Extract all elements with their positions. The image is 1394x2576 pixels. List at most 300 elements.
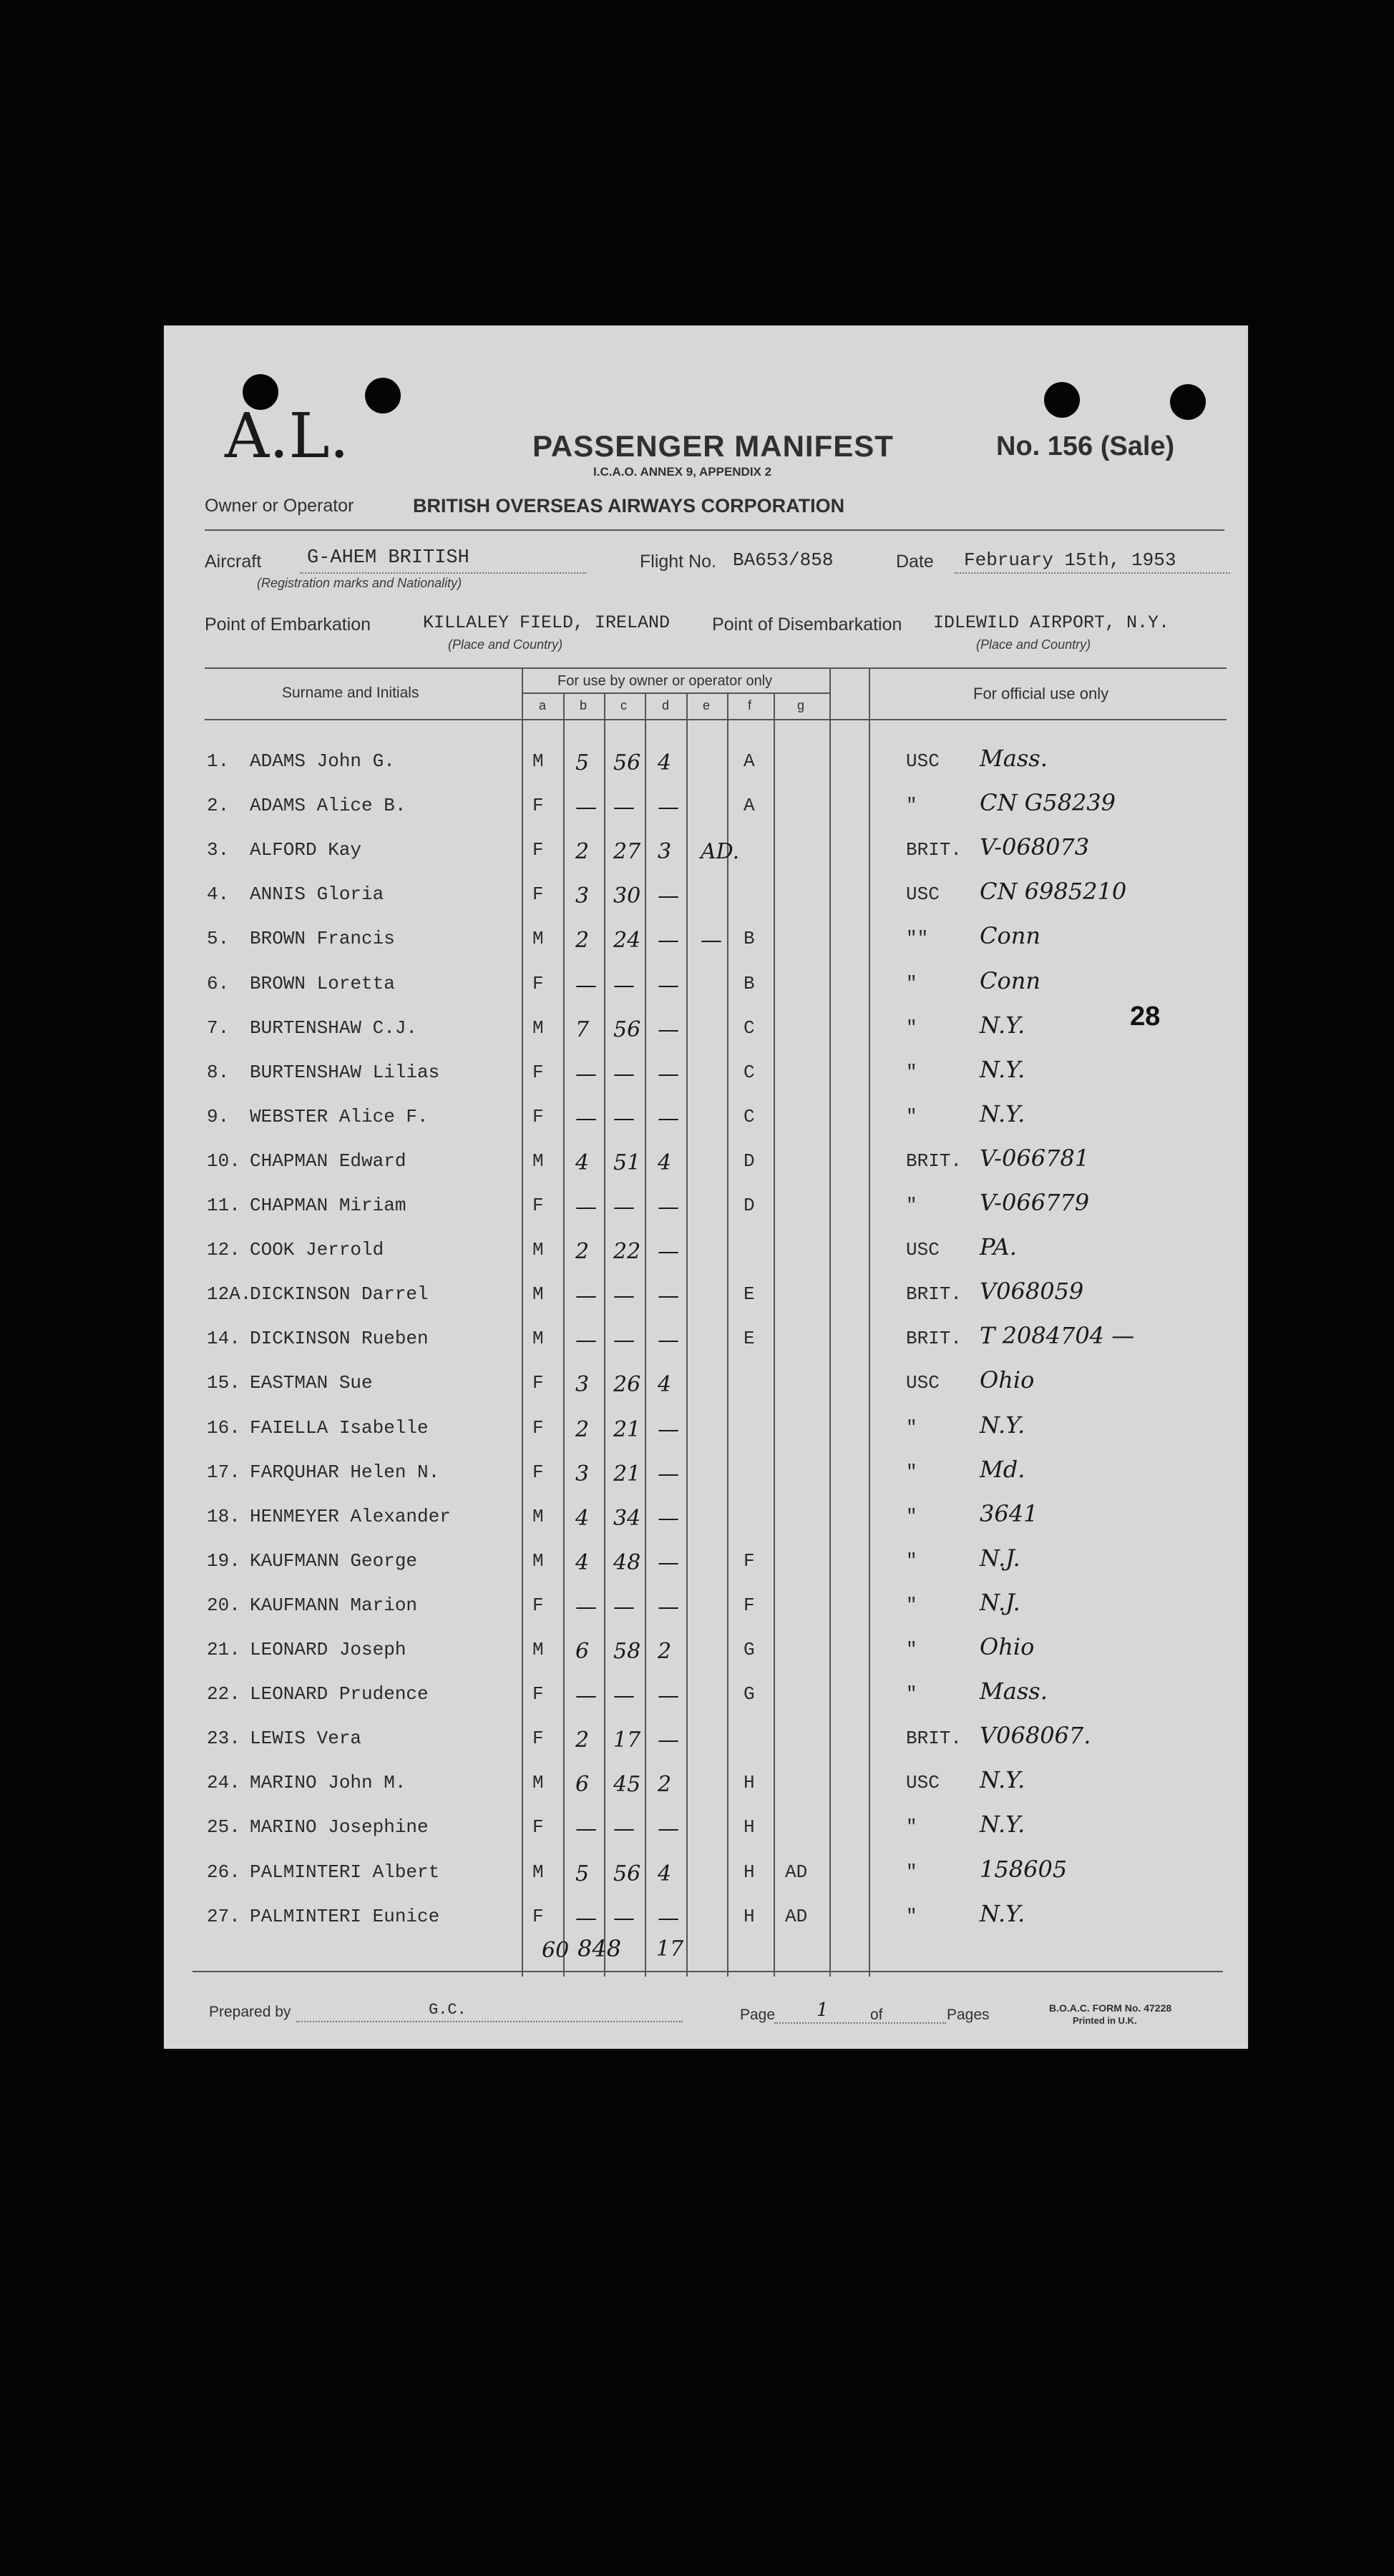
- row-d: 2: [658, 1772, 672, 1798]
- header-bottom-rule: [205, 719, 1227, 720]
- aircraft-dotline: [300, 572, 586, 574]
- row-a: F: [532, 883, 544, 906]
- row-official: BRIT.: [906, 1328, 962, 1350]
- row-d: —: [658, 1283, 679, 1309]
- row-note: CN 6985210: [980, 878, 1127, 906]
- owner-use-header: For use by owner or operator only: [557, 673, 773, 689]
- row-name: DICKINSON Rueben: [250, 1328, 429, 1350]
- table-row: [164, 1007, 1248, 1052]
- row-official: BRIT.: [906, 1283, 962, 1306]
- row-note: N.Y.: [980, 1011, 1025, 1039]
- table-row: [164, 829, 1248, 873]
- totals-rule: [192, 1971, 1223, 1972]
- row-a: F: [532, 1683, 544, 1705]
- row-c: —: [613, 1283, 635, 1309]
- row-b: 5: [575, 750, 590, 775]
- row-b: —: [575, 972, 597, 998]
- row-official: ": [906, 795, 917, 817]
- row-b: 5: [575, 1861, 590, 1886]
- row-official: ": [906, 972, 917, 994]
- row-num: 9.: [207, 1105, 230, 1127]
- row-num: 17.: [207, 1461, 240, 1483]
- row-a: M: [532, 1150, 544, 1172]
- row-d: 2: [658, 1639, 672, 1664]
- row-c: 26: [613, 1372, 641, 1398]
- row-num: 3.: [207, 839, 230, 861]
- row-a: F: [532, 1728, 544, 1750]
- row-d: —: [658, 928, 679, 954]
- row-d: —: [658, 1683, 679, 1709]
- row-c: 21: [613, 1416, 641, 1442]
- row-b: 2: [575, 928, 590, 954]
- name-column-header: Surname and Initials: [282, 685, 419, 701]
- row-a: F: [532, 1416, 544, 1439]
- row-c: —: [613, 795, 635, 821]
- row-b: —: [575, 1683, 597, 1709]
- row-a: M: [532, 1505, 544, 1527]
- embarkation-value: KILLALEY FIELD, IRELAND: [423, 612, 671, 633]
- row-note: Conn: [980, 966, 1040, 994]
- row-c: 21: [613, 1461, 641, 1487]
- row-c: —: [613, 1683, 635, 1709]
- row-name: LEWIS Vera: [250, 1728, 362, 1750]
- row-d: —: [658, 1328, 679, 1353]
- row-b: —: [575, 1105, 597, 1131]
- table-row: [164, 1496, 1248, 1540]
- row-a: M: [532, 1017, 544, 1039]
- col-c-header: c: [620, 698, 627, 712]
- embarkation-rule: [205, 667, 1227, 669]
- corner-initials: A.L.: [225, 401, 349, 472]
- date-dotline: [955, 572, 1230, 574]
- prepared-dotline: [296, 2021, 683, 2022]
- row-f: H: [744, 1772, 755, 1794]
- row-official: BRIT.: [906, 1150, 962, 1172]
- row-a: M: [532, 1239, 544, 1261]
- table-row: [164, 1185, 1248, 1229]
- row-b: 3: [575, 1461, 590, 1487]
- row-b: 4: [575, 1150, 590, 1175]
- row-official: "": [906, 928, 929, 950]
- row-a: F: [532, 1061, 544, 1083]
- row-num: 24.: [207, 1772, 240, 1794]
- row-name: CHAPMAN Edward: [250, 1150, 406, 1172]
- row-f: F: [744, 1549, 755, 1572]
- margin-note: 28: [1130, 1001, 1161, 1032]
- col-f-header: f: [748, 698, 752, 712]
- table-row: [164, 1229, 1248, 1273]
- table-row: [164, 918, 1248, 962]
- row-b: 6: [575, 1772, 590, 1798]
- row-c: —: [613, 1105, 635, 1131]
- row-official: ": [906, 1017, 917, 1039]
- row-note: V-066781: [980, 1144, 1090, 1172]
- row-c: —: [613, 1061, 635, 1087]
- row-c: —: [613, 1195, 635, 1220]
- owner-value: BRITISH OVERSEAS AIRWAYS CORPORATION: [413, 495, 845, 516]
- row-b: 3: [575, 883, 590, 909]
- row-num: 25.: [207, 1816, 240, 1838]
- row-num: 23.: [207, 1728, 240, 1750]
- row-official: USC: [906, 1372, 940, 1394]
- row-num: 5.: [207, 928, 230, 950]
- table-row: [164, 1806, 1248, 1851]
- subheader-rule: [522, 692, 829, 694]
- col-g-header: g: [797, 698, 805, 712]
- row-note: Ohio: [980, 1366, 1035, 1394]
- row-name: FARQUHAR Helen N.: [250, 1461, 440, 1483]
- row-g: AD: [785, 1905, 808, 1927]
- row-b: —: [575, 1061, 597, 1087]
- flight-value: BA653/858: [733, 549, 834, 571]
- aircraft-sub: (Registration marks and Nationality): [257, 576, 462, 590]
- row-num: 8.: [207, 1061, 230, 1083]
- row-num: 19.: [207, 1549, 240, 1572]
- row-official: USC: [906, 750, 940, 772]
- row-f: G: [744, 1683, 755, 1705]
- row-num: 20.: [207, 1594, 240, 1616]
- row-c: 30: [613, 883, 641, 909]
- row-d: —: [658, 1416, 679, 1442]
- row-name: BROWN Francis: [250, 928, 395, 950]
- row-name: ANNIS Gloria: [250, 883, 384, 906]
- date-label: Date: [896, 552, 934, 572]
- row-c: —: [613, 1905, 635, 1931]
- row-note: N.Y.: [980, 1766, 1025, 1794]
- row-d: —: [658, 1017, 679, 1042]
- row-note: Mass.: [980, 745, 1048, 772]
- row-a: F: [532, 1372, 544, 1394]
- row-d: —: [658, 1549, 679, 1575]
- total-b: 60: [542, 1938, 570, 1963]
- row-note: CN G58239: [980, 789, 1116, 817]
- row-official: ": [906, 1683, 917, 1705]
- row-note: PA.: [980, 1233, 1017, 1261]
- row-f: F: [744, 1594, 755, 1616]
- row-b: —: [575, 1816, 597, 1842]
- table-row: [164, 1362, 1248, 1406]
- table-row: [164, 1540, 1248, 1585]
- row-c: —: [613, 1816, 635, 1842]
- col-e-header: e: [703, 698, 711, 712]
- row-note: Conn: [980, 922, 1040, 950]
- row-official: ": [906, 1505, 917, 1527]
- manifest-number: No. 156 (Sale): [996, 431, 1175, 461]
- row-official: BRIT.: [906, 839, 962, 861]
- row-name: BROWN Loretta: [250, 972, 395, 994]
- row-f: D: [744, 1195, 755, 1216]
- row-b: 2: [575, 1239, 590, 1265]
- row-b: —: [575, 1594, 597, 1620]
- row-f: G: [744, 1639, 755, 1660]
- table-row: [164, 1629, 1248, 1673]
- row-f: B: [744, 972, 755, 994]
- row-name: KAUFMANN George: [250, 1549, 418, 1572]
- row-f: H: [744, 1905, 755, 1927]
- row-note: T 2084704 —: [980, 1322, 1135, 1350]
- row-num: 21.: [207, 1639, 240, 1660]
- row-name: CHAPMAN Miriam: [250, 1195, 406, 1216]
- row-official: USC: [906, 1239, 940, 1261]
- table-row: [164, 1140, 1248, 1185]
- table-row: [164, 1318, 1248, 1362]
- row-f: C: [744, 1105, 755, 1127]
- row-name: WEBSTER Alice F.: [250, 1105, 429, 1127]
- row-c: 58: [613, 1639, 641, 1664]
- row-c: 56: [613, 1861, 641, 1886]
- table-row: [164, 1673, 1248, 1718]
- table-row: [164, 963, 1248, 1007]
- owner-label: Owner or Operator: [205, 496, 354, 516]
- row-b: 7: [575, 1017, 590, 1042]
- row-f: A: [744, 795, 755, 817]
- row-a: M: [532, 1639, 544, 1660]
- row-d: 4: [658, 1372, 672, 1398]
- row-b: —: [575, 795, 597, 821]
- row-num: 7.: [207, 1017, 230, 1039]
- aircraft-value: G-AHEM BRITISH: [307, 547, 469, 569]
- row-note: Ohio: [980, 1633, 1035, 1660]
- col-d-header: d: [662, 698, 670, 712]
- row-d: 4: [658, 1861, 672, 1886]
- row-d: —: [658, 972, 679, 998]
- row-a: M: [532, 1772, 544, 1794]
- row-d: —: [658, 1061, 679, 1087]
- row-d: —: [658, 1728, 679, 1753]
- disembarkation-sub: (Place and Country): [976, 637, 1091, 652]
- row-official: ": [906, 1416, 917, 1439]
- row-official: ": [906, 1861, 917, 1883]
- row-a: M: [532, 1328, 544, 1350]
- row-d: —: [658, 1594, 679, 1620]
- col-b-header: b: [580, 698, 588, 712]
- row-num: 12.: [207, 1239, 240, 1261]
- row-c: 56: [613, 750, 641, 775]
- pages-label: Pages: [947, 2007, 990, 2023]
- table-row: [164, 1718, 1248, 1762]
- row-d: —: [658, 883, 679, 909]
- row-b: —: [575, 1195, 597, 1220]
- owner-rule: [205, 529, 1224, 531]
- row-num: 26.: [207, 1861, 240, 1883]
- row-num: 4.: [207, 883, 230, 906]
- embarkation-sub: (Place and Country): [448, 637, 563, 652]
- table-row: [164, 1096, 1248, 1140]
- row-name: MARINO John M.: [250, 1772, 406, 1794]
- punch-hole-3: [1044, 382, 1080, 418]
- form-label: B.O.A.C. FORM No. 47228: [1049, 2002, 1172, 2014]
- row-c: 24: [613, 928, 641, 954]
- row-f: E: [744, 1328, 755, 1350]
- row-f: D: [744, 1150, 755, 1172]
- row-b: —: [575, 1283, 597, 1309]
- row-f: C: [744, 1061, 755, 1083]
- row-name: HENMEYER Alexander: [250, 1505, 451, 1527]
- table-row: [164, 1407, 1248, 1451]
- date-value: February 15th, 1953: [964, 549, 1176, 571]
- row-b: 2: [575, 1416, 590, 1442]
- row-a: F: [532, 1594, 544, 1616]
- row-f: A: [744, 750, 755, 772]
- row-note: V068067.: [980, 1722, 1091, 1750]
- col-a-header: a: [539, 698, 547, 712]
- row-b: 4: [575, 1549, 590, 1575]
- row-name: PALMINTERI Albert: [250, 1861, 440, 1883]
- row-note: N.J.: [980, 1544, 1020, 1572]
- row-name: KAUFMANN Marion: [250, 1594, 418, 1616]
- disembarkation-value: IDLEWILD AIRPORT, N.Y.: [933, 612, 1170, 633]
- table-row: [164, 873, 1248, 918]
- row-note: Md.: [980, 1455, 1025, 1483]
- row-official: USC: [906, 883, 940, 906]
- row-f: E: [744, 1283, 755, 1306]
- row-c: 48: [613, 1549, 641, 1575]
- row-name: PALMINTERI Eunice: [250, 1905, 440, 1927]
- row-num: 18.: [207, 1505, 240, 1527]
- row-a: F: [532, 839, 544, 861]
- row-num: 2.: [207, 795, 230, 817]
- row-official: BRIT.: [906, 1728, 962, 1750]
- row-note: N.Y.: [980, 1411, 1025, 1439]
- table-row: [164, 1585, 1248, 1629]
- row-a: F: [532, 1105, 544, 1127]
- row-a: M: [532, 750, 544, 772]
- row-note: V068059: [980, 1278, 1084, 1306]
- row-b: 2: [575, 839, 590, 865]
- row-d: —: [658, 1505, 679, 1531]
- manifest-title: PASSENGER MANIFEST: [532, 429, 894, 463]
- row-official: ": [906, 1594, 917, 1616]
- table-row: [164, 785, 1248, 829]
- row-note: 158605: [980, 1855, 1068, 1883]
- aircraft-label: Aircraft: [205, 552, 262, 572]
- row-a: F: [532, 1461, 544, 1483]
- row-note: N.Y.: [980, 1100, 1025, 1127]
- row-official: ": [906, 1905, 917, 1927]
- table-row: [164, 1896, 1248, 1940]
- prepared-label: Prepared by: [209, 2004, 291, 2020]
- row-note: N.Y.: [980, 1811, 1025, 1838]
- row-c: 34: [613, 1505, 641, 1531]
- row-b: 6: [575, 1639, 590, 1664]
- total-d: 17: [656, 1936, 684, 1962]
- row-c: —: [613, 972, 635, 998]
- page-label: Page: [740, 2007, 776, 2023]
- row-b: 3: [575, 1372, 590, 1398]
- manifest-subtitle: I.C.A.O. ANNEX 9, APPENDIX 2: [593, 465, 772, 479]
- row-num: 15.: [207, 1372, 240, 1394]
- row-f: H: [744, 1861, 755, 1883]
- row-c: 56: [613, 1017, 641, 1042]
- row-num: 10.: [207, 1150, 240, 1172]
- table-row: [164, 1851, 1248, 1896]
- row-d: —: [658, 1816, 679, 1842]
- row-a: M: [532, 928, 544, 950]
- row-official: ": [906, 1461, 917, 1483]
- row-f: H: [744, 1816, 755, 1838]
- row-d: 4: [658, 750, 672, 775]
- row-note: N.Y.: [980, 1899, 1025, 1927]
- row-e: AD.: [701, 839, 740, 865]
- row-f: B: [744, 928, 755, 950]
- row-c: 51: [613, 1150, 641, 1175]
- punch-hole-4: [1170, 384, 1206, 420]
- row-a: M: [532, 1861, 544, 1883]
- row-e: —: [701, 928, 722, 954]
- row-note: N.Y.: [980, 1055, 1025, 1083]
- row-num: 22.: [207, 1683, 240, 1705]
- row-official: USC: [906, 1772, 940, 1794]
- table-row: [164, 1451, 1248, 1496]
- row-note: 3641: [980, 1499, 1038, 1527]
- page-value: 1: [817, 1999, 829, 2021]
- flight-label: Flight No.: [640, 552, 716, 572]
- page-dotline: [774, 2022, 946, 2024]
- row-note: V-068073: [980, 833, 1090, 861]
- row-num: 14.: [207, 1328, 240, 1350]
- row-c: 22: [613, 1239, 641, 1265]
- row-name: ADAMS Alice B.: [250, 795, 406, 817]
- row-name: EASTMAN Sue: [250, 1372, 373, 1394]
- row-name: FAIELLA Isabelle: [250, 1416, 429, 1439]
- row-note: V-066779: [980, 1189, 1090, 1216]
- row-a: F: [532, 1905, 544, 1927]
- printed-label: Printed in U.K.: [1073, 2015, 1137, 2026]
- row-name: BURTENSHAW Lilias: [250, 1061, 440, 1083]
- of-label: of: [870, 2007, 883, 2023]
- table-row: [164, 1273, 1248, 1318]
- row-c: 27: [613, 839, 641, 865]
- row-b: 2: [575, 1728, 590, 1753]
- table-row: [164, 1762, 1248, 1806]
- row-name: ALFORD Kay: [250, 839, 362, 861]
- row-c: —: [613, 1594, 635, 1620]
- row-official: ": [906, 1061, 917, 1083]
- row-note: Mass.: [980, 1678, 1048, 1705]
- row-name: LEONARD Prudence: [250, 1683, 429, 1705]
- row-d: —: [658, 1195, 679, 1220]
- row-name: COOK Jerrold: [250, 1239, 384, 1261]
- row-num: 16.: [207, 1416, 240, 1439]
- row-f: C: [744, 1017, 755, 1039]
- row-a: F: [532, 795, 544, 817]
- row-d: —: [658, 1461, 679, 1487]
- row-official: ": [906, 1105, 917, 1127]
- row-a: F: [532, 1195, 544, 1216]
- row-note: N.J.: [980, 1588, 1020, 1616]
- table-row: [164, 740, 1248, 785]
- prepared-value: G.C.: [429, 2001, 467, 2019]
- row-name: DICKINSON Darrel: [250, 1283, 429, 1306]
- row-official: ": [906, 1195, 917, 1216]
- row-d: —: [658, 1105, 679, 1131]
- row-official: ": [906, 1639, 917, 1660]
- row-a: F: [532, 1816, 544, 1838]
- row-official: ": [906, 1816, 917, 1838]
- row-b: —: [575, 1905, 597, 1931]
- official-use-header: For official use only: [973, 685, 1109, 702]
- row-num: 1.: [207, 750, 230, 772]
- row-name: MARINO Josephine: [250, 1816, 429, 1838]
- row-b: 4: [575, 1505, 590, 1531]
- punch-hole-2: [365, 378, 401, 413]
- row-c: 45: [613, 1772, 641, 1798]
- embarkation-label: Point of Embarkation: [205, 614, 371, 635]
- row-c: 17: [613, 1728, 641, 1753]
- row-a: M: [532, 1283, 544, 1306]
- row-d: —: [658, 1905, 679, 1931]
- manifest-sheet: [164, 325, 1248, 2049]
